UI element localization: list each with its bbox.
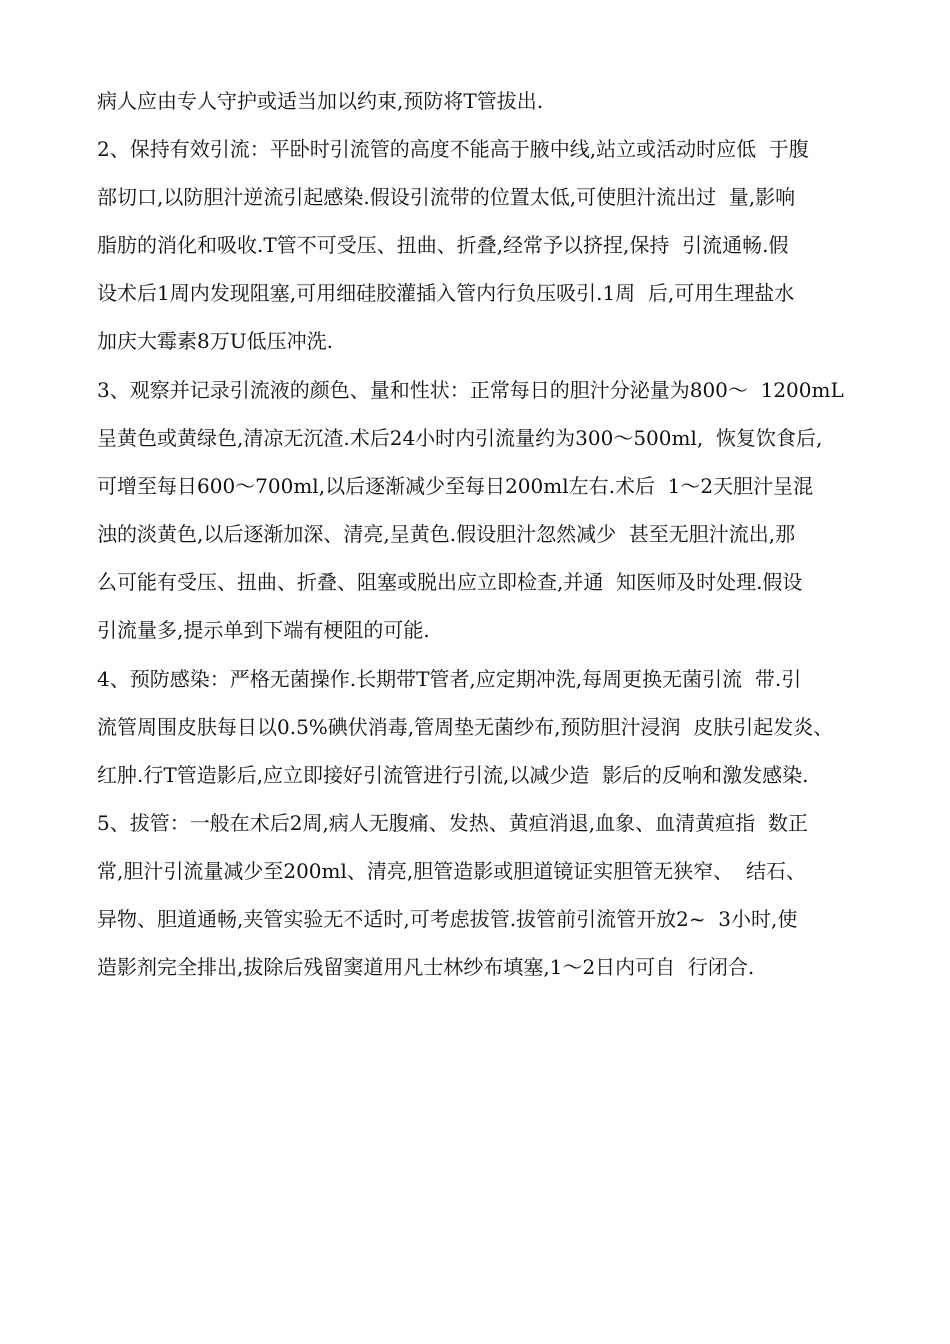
text-line-11: 么可能有受压、扭曲、折叠、阻塞或脱出应立即检查,并通 知医师及时处理.假设 [97,570,803,594]
text-line-18: 异物、胆道通畅,夹管实验无不适时,可考虑拔管.拔管前引流管开放2~ 3小时,使 [97,907,798,931]
text-line-1: 病人应由专人守护或适当加以约束,预防将T管拔出. [97,89,544,113]
document-body [97,84,877,985]
text-line-8: 呈黄色或黄绿色,清凉无沉渣.术后24小时内引流量约为300〜500ml, 恢复饮食后, [97,426,823,450]
text-line-7: 3、观察并记录引流液的颜色、量和性状：正常每日的胆汁分泌量为800〜 1200mL [97,378,844,402]
text-line-15: 红肿.行T管造影后,应立即接好引流管进行引流,以减少造 影后的反响和激发感染. [97,763,809,787]
text-line-19: 造影剂完全排出,拔除后残留窦道用凡士林纱布填塞,1〜2日内可自 行闭合. [97,955,755,979]
text-line-13: 4、预防感染：严格无菌操作.长期带T管者,应定期冲洗,每周更换无菌引流 带.引 [97,667,802,691]
text-line-4: 脂肪的消化和吸收.T管不可受压、扭曲、折叠,经常予以挤捏,保持 引流通畅.假 [97,233,789,257]
text-line-9: 可增至每日600〜700ml,以后逐渐减少至每日200ml左右.术后 1〜2天胆汁呈混 [97,474,814,498]
text-line-17: 常,胆汁引流量减少至200ml、清亮,胆管造影或胆道镜证实胆管无狭窄、 结石、 [97,859,806,883]
text-line-14: 流管周围皮肤每日以0.5%碘伏消毒,管周垫无菌纱布,预防胆汁浸润 皮肤引起发炎、 [97,715,834,739]
text-line-5: 设术后1周内发现阻塞,可用细硅胶灌插入管内行负压吸引.1周 后,可用生理盐水 [97,281,795,305]
text-line-12: 引流量多,提示单到下端有梗阻的可能. [97,618,430,642]
text-line-6: 加庆大霉素8万U低压冲洗. [97,329,333,353]
text-line-2: 2、保持有效引流：平卧时引流管的高度不能高于腋中线,站立或活动时应低 于腹 [97,137,809,161]
text-line-3: 部切口,以防胆汁逆流引起感染.假设引流带的位置太低,可使胆汁流出过 量,影响 [97,185,796,209]
text-line-10: 浊的淡黄色,以后逐渐加深、清亮,呈黄色.假设胆汁忽然减少 甚至无胆汁流出,那 [97,522,796,546]
text-line-16: 5、拔管：一般在术后2周,病人无腹痛、发热、黄疸消退,血象、血清黄疸指 数正 [97,811,808,835]
